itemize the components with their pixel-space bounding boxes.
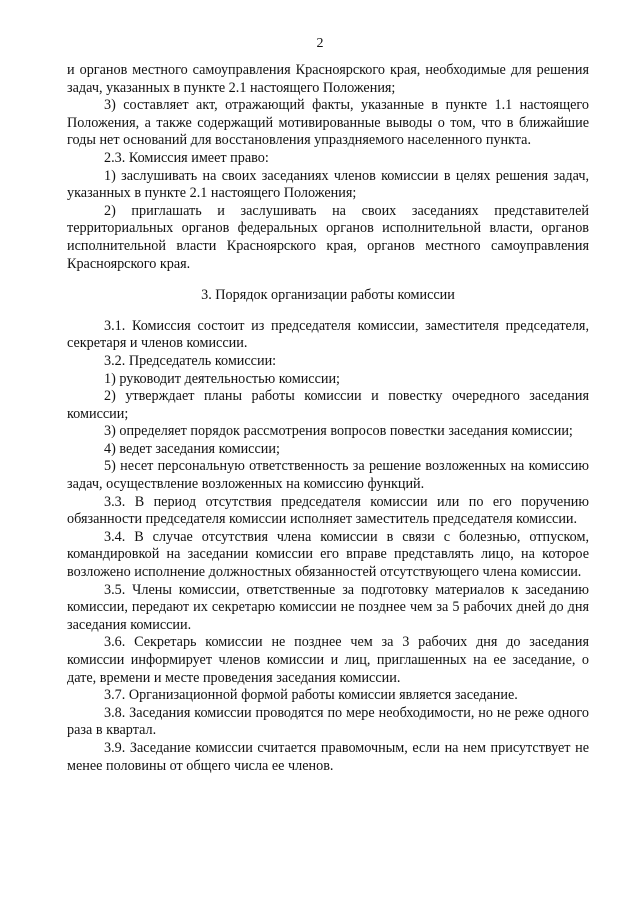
document-body	[67, 62, 589, 775]
paragraph-3-1: 3.1. Комиссия состоит из председателя комиссии, заместителя председателя, секретаря и членов комиссии.	[67, 317, 589, 352]
paragraph-item-3-2-1: 1) руководит деятельностью комиссии;	[104, 370, 341, 387]
paragraph-item-2-2-3: 3) составляет акт, отражающий факты, указанные в пункте 1.1 настоящего Положения, а также содержащий мотивированные выводы о том, что в ближайшие годы нет оснований для восстановления упраздняемого населенного пункта.	[67, 97, 589, 149]
paragraph-3-4: 3.4. В случае отсутствия члена комиссии в связи с болезнью, отпуском, командировкой на заседании комиссии его вправе представлять лицо, на которое возложено исполнение должностных обязанностей отсутствующего члена комиссии.	[67, 528, 589, 581]
paragraph-item-3-2-5: 5) несет персональную ответственность за решение возложенных на комиссию задач, осуществление возложенных на комиссию функций.	[67, 458, 589, 493]
paragraph-3-9: 3.9. Заседание комиссии считается правомочным, если на нем присутствует не менее половины от общего числа ее членов.	[67, 739, 589, 774]
page-number: 2	[316, 36, 324, 51]
paragraph-3-8: 3.8. Заседания комиссии проводятся по мере необходимости, но не реже одного раза в квартал.	[67, 704, 589, 739]
paragraph-item-3-2-2: 2) утверждает планы работы комиссии и повестку очередного заседания комиссии;	[67, 388, 589, 422]
paragraph-3-2: 3.2. Председатель комиссии:	[104, 352, 277, 369]
paragraph-item-3-2-3: 3) определяет порядок рассмотрения вопросов повестки заседания комиссии;	[104, 423, 573, 440]
paragraph-2-3: 2.3. Комиссия имеет право:	[104, 149, 269, 166]
paragraph-3-6: 3.6. Секретарь комиссии не позднее чем за 3 рабочих дня до заседания комиссии информирует членов комиссии и лиц, приглашенных на ее заседание, о дате, времени и месте проведения заседания комиссии.	[67, 634, 589, 686]
paragraph-item-2-3-2: 2) приглашать и заслушивать на своих заседаниях представителей территориальных органов федеральных органов исполнительной власти, органов исполнительной власти Красноярского края, органов местного самоуправления Красноярского края.	[67, 202, 589, 272]
paragraph-3-7: 3.7. Организационной формой работы комиссии является заседание.	[104, 687, 518, 704]
paragraph-continuation: и органов местного самоуправления Красноярского края, необходимые для решения задач, указанных в пункте 2.1 настоящего Положения;	[67, 62, 589, 96]
paragraph-item-3-2-4: 4) ведет заседания комиссии;	[104, 440, 280, 457]
paragraph-3-3: 3.3. В период отсутствия председателя комиссии или по его поручению обязанности председателя комиссии исполняет заместитель председателя комиссии.	[67, 493, 589, 528]
section-heading: 3. Порядок организации работы комиссии	[201, 287, 455, 304]
paragraph-item-2-3-1: 1) заслушивать на своих заседаниях членов комиссии в целях решения задач, указанных в пункте 2.1 настоящего Положения;	[67, 167, 589, 202]
paragraph-3-5: 3.5. Члены комиссии, ответственные за подготовку материалов к заседанию комиссии, передают их секретарю комиссии не позднее чем за 5 рабочих дней до дня заседания комиссии.	[67, 581, 589, 633]
